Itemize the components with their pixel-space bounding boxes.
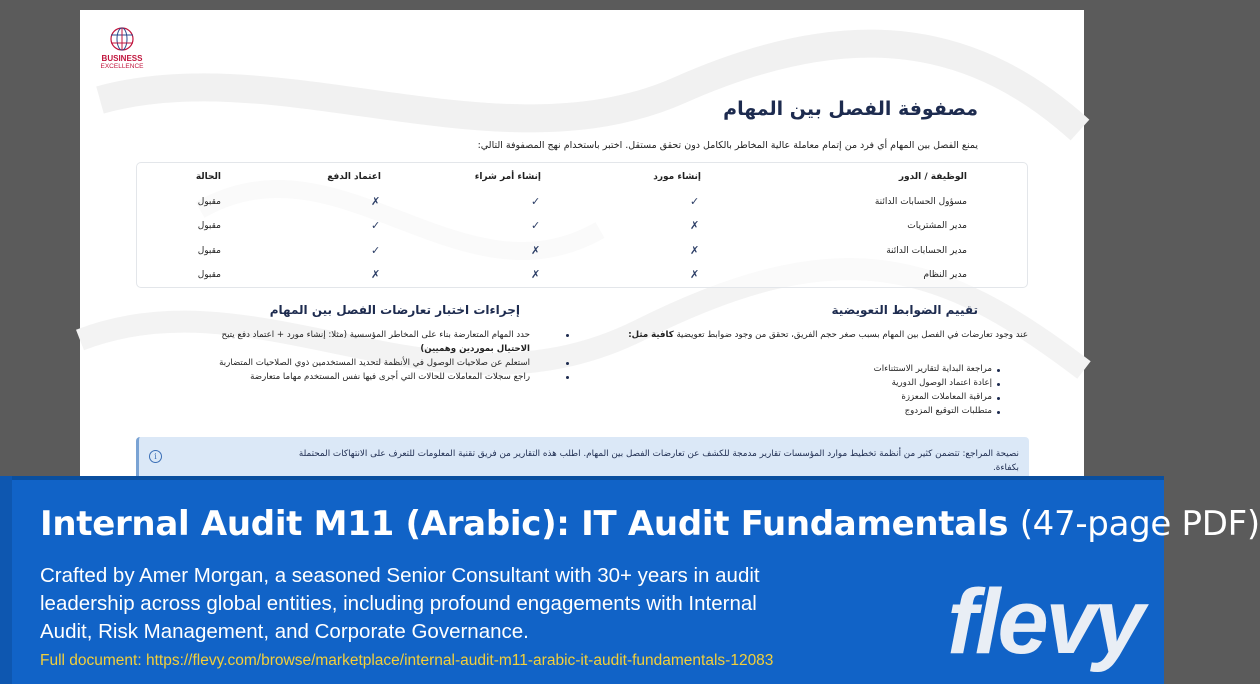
promo-banner — [0, 476, 1260, 684]
banner-left-edge — [0, 476, 12, 684]
table-row-cell: ✓ — [371, 219, 381, 232]
banner-title-main: Internal Audit M11 (Arabic): IT Audit Fundamentals — [40, 504, 1009, 544]
bullet-icon — [997, 369, 1000, 372]
table-row-cell: ✗ — [690, 268, 700, 281]
bullet-icon — [566, 334, 569, 337]
bullet-icon — [566, 376, 569, 379]
business-excellence-logo — [94, 26, 150, 71]
bullet-icon — [997, 397, 1000, 400]
table-row-role: مدير المشتريات — [907, 221, 967, 231]
logo-line-2: EXCELLENCE — [100, 63, 144, 70]
auditor-tip-line-1: نصيحة المراجع: تتضمن كثير من أنظمة تخطيط موارد المؤسسات تقارير مدمجة للكشف عن تعارضات الفصل بين المهام. اطلب هذه التقارير من فريق تقنية المعلومات للتعرف على الانتهاكات المحتملة — [298, 449, 1019, 459]
status-badge: مقبول — [197, 270, 221, 280]
list-item: مراقبة المعاملات المعززة — [901, 392, 992, 402]
globe-icon — [108, 26, 136, 52]
table-row-cell: ✓ — [531, 195, 541, 208]
header-create-po: إنشاء أمر شراء — [474, 172, 541, 182]
testing-procedures-title: إجراءات اختبار تعارضات الفصل بين المهام — [269, 303, 520, 317]
sod-matrix-table — [136, 162, 1028, 288]
header-role: الوظيفة / الدور — [898, 172, 967, 182]
auditor-tip-text — [179, 447, 1019, 475]
table-row-cell: ✗ — [690, 244, 700, 257]
flevy-logo: flevy — [947, 571, 1142, 673]
table-row-cell: ✓ — [531, 219, 541, 232]
compensating-controls-list — [692, 362, 992, 418]
table-row-cell: ✓ — [690, 195, 700, 208]
table-row-cell: ✓ — [371, 244, 381, 257]
banner-description: Crafted by Amer Morgan, a seasoned Senior Consultant with 30+ years in audit leadership across global entities, including profound engagements with Internal Audit, Risk Management, and Corporate Governance. — [40, 564, 760, 643]
status-badge: مقبول — [197, 246, 221, 256]
list-item: حدد المهام المتعارضة بناء على المخاطر المؤسسية (مثلا: إنشاء مورد + اعتماد دفع يتيح — [221, 330, 530, 340]
full-document-link[interactable]: Full document: https://flevy.com/browse/marketplace/internal-audit-m11-arabic-it-audit-fundamentals-12083 — [40, 652, 774, 669]
bullet-icon — [997, 383, 1000, 386]
compensating-controls-paragraph — [598, 328, 1028, 342]
table-row-cell: ✗ — [531, 244, 541, 257]
info-icon: i — [149, 450, 162, 463]
list-item: إعادة اعتماد الوصول الدورية — [891, 378, 992, 388]
table-row-cell: ✗ — [371, 268, 381, 281]
table-row-role: مدير النظام — [923, 270, 967, 280]
compensating-paragraph-suffix: كافية مثل: — [628, 330, 674, 340]
status-badge: مقبول — [197, 221, 221, 231]
table-row-cell: ✗ — [690, 219, 700, 232]
banner-top-line — [0, 476, 1164, 480]
table-row-role: مدير الحسابات الدائنة — [886, 246, 967, 256]
auditor-tip-line-2: بكفاءة. — [993, 463, 1019, 473]
header-status: الحالة — [195, 172, 221, 182]
compensating-controls-title: تقييم الضوابط التعويضية — [831, 303, 978, 317]
logo-line-1: BUSINESS — [101, 54, 143, 63]
list-item: متطلبات التوقيع المزدوج — [904, 406, 992, 416]
document-title: مصفوفة الفصل بين المهام — [723, 98, 978, 120]
header-create-vendor: إنشاء مورد — [653, 172, 701, 182]
bullet-icon — [997, 411, 1000, 414]
compensating-paragraph-prefix: عند وجود تعارضات في الفصل بين المهام بسبب صغر حجم الفريق، تحقق من وجود ضوابط تعويضية — [676, 330, 1028, 340]
list-item: استعلم عن صلاحيات الوصول في الأنظمة لتحديد المستخدمين ذوي الصلاحيات المتضاربة — [219, 358, 530, 368]
status-badge: مقبول — [197, 197, 221, 207]
list-item: مراجعة البداية لتقارير الاستثناءات — [873, 364, 992, 374]
intro-paragraph: يمنع الفصل بين المهام أي فرد من إتمام معاملة عالية المخاطر بالكامل دون تحقق مستقل. اختبر باستخدام نهج المصفوفة التالي: — [477, 140, 978, 151]
table-row-cell: ✗ — [371, 195, 381, 208]
bullet-icon — [566, 362, 569, 365]
document-page — [80, 10, 1084, 480]
testing-procedures-list — [150, 328, 530, 384]
list-item: الاحتيال بموردين وهميين) — [420, 344, 530, 354]
table-row-role: مسؤول الحسابات الدائنة — [874, 197, 967, 207]
list-item: راجع سجلات المعاملات للحالات التي أجرى فيها نفس المستخدم مهاما متعارضة — [250, 372, 530, 382]
banner-title-pages: (47-page PDF) — [1019, 504, 1260, 544]
banner-title — [40, 504, 1260, 544]
header-approve-payment: اعتماد الدفع — [327, 172, 381, 182]
table-row-cell: ✗ — [531, 268, 541, 281]
